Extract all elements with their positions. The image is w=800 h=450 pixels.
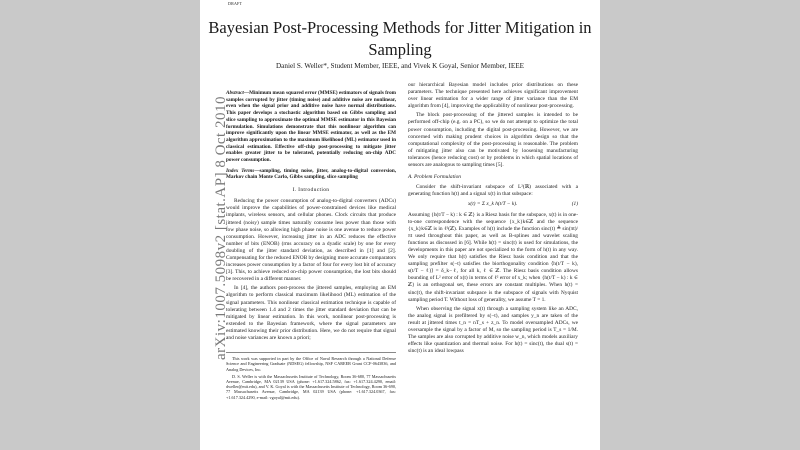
right-paragraph-3: Consider the shift-invariant subspace of L²(ℝ) associated with a generating function h(t) and a signal x(t) in that subspace: [408, 184, 578, 198]
footnote-affiliation: D. S. Weller is with the Massachusetts Institute of Technology, Room 36-680, 77 Massachusetts Avenue, Cambridge, MA 02139 USA (phone: +1.617.324.5862, fax: +1.617.324.4290, email: dweller@mit.edu), and V. K. Goyal is with the Massachusetts Institute of Technology, Room 36-690, 77 Massachusetts Avenue, Cambridge, MA 02139 USA (phone: +1.617.324.0367, fax: +1.617.324.4290, e-mail: vgoyal@mit.edu). [226, 373, 396, 400]
index-terms [226, 168, 396, 181]
footnote-funding: This work was supported in part by the Office of Naval Research through a National Defense Science and Engineering Graduate (NDSEG) fellowship, NSF CAREER Grant CCF-0643836, and Analog Devices, Inc. [226, 356, 396, 372]
subsection-heading: A. Problem Formulation [408, 174, 461, 181]
abstract-text: —Minimum mean squared error (MMSE) estimators of signals from samples corrupted by jitter (timing noise) and additive noise are nonlinear, even when the signal prior and additive noise have normal distributions. This paper develops a stochastic algorithm based on Gibbs sampling and slice sampling to approximate the optimal MMSE estimator in this Bayesian formulation. Simulations demonstrate that this nonlinear algorithm can improve significantly upon the linear MMSE estimator, as well as the EM algorithm approximation to the maximum likelihood (ML) estimator used in classical estimation. Effective off-chip post-processing to mitigate jitter enables greater jitter to be tolerated, potentially reducing on-chip ADC power consumption. [226, 90, 396, 164]
right-paragraph-5: When observing the signal x(t) through a sampling system like an ADC, the analog signal is prefiltered by s(−t), and samples y_n are taken of the result at jittered times t_n = nT_s + z_n. To model oversampled ADCs, we oversample the signal by a factor of M, so the sampling period is T_s = 1/M. The samples are also corrupted by additive noise w_n, which models auxiliary effects like quantization and thermal noise. For h(t) = sinc(t), the dual s(t) = sinc(t) is an ideal lowpass [408, 305, 578, 355]
paper-title: Bayesian Post-Processing Methods for Jitter Mitigation in Sampling [208, 18, 592, 59]
equation-1 [408, 201, 578, 208]
index-terms-text: —sampling, timing noise, jitter, analog-to-digital conversion, Markov chain Monte Carlo, Gibbs sampling, slice sampling [226, 167, 396, 181]
right-paragraph-2: The block post-processing of the jittered samples is intended to be performed off-chip (e.g. on a PC), so we do not attempt to optimize the total power consumption, including the digital post-processing. However, we are concerned with making prudent choices in algorithm design so that the computational complexity of the post-processing is reasonable. The problem of mitigating jitter also can be motivated by loosening manufacturing tolerances (hence reducing cost) or by problems in which spatial locations of sensors are analogous to sampling times [5]. [408, 112, 578, 169]
abstract-label: Abstract [226, 90, 244, 96]
equation-body: x(t) = Σ x_k h(t/T − k). [468, 201, 518, 208]
right-paragraph-1: our hierarchical Bayesian model includes prior distributions on these parameters. The technique presented here achieves significant improvement over linear estimation for a wider range of jitter variance than the EM algorithm from [4], improving the applicability of nonlinear post-processing. [408, 82, 578, 110]
right-paragraph-4: Assuming {h(t/T − k) : k ∈ ℤ} is a Riesz basis for the subspace, x(t) is in one-to-one correspondence with the sequence {x_k}k∈ℤ and the sequence {x_k}k∈ℤ is in ℓ²(ℤ). Examples of h(t) include the function sinc(t) ≜ sin(πt)/πt used throughout this paper, as well as B-splines and wavelet scaling functions as discussed in [6]. While h(t) = sinc(t) is used for simulations, the developments in this paper are not specialized to the form of h(t) in any way. We only require that h(t) satisfies the Riesz basis condition and that the sampling prefilter s(−t) satisfies the biorthogonality condition ⟨h(t/T − k), s(t/T − ℓ)⟩ = δ_k−ℓ, for all k, ℓ ∈ ℤ. The Riesz basis condition allows bounding of L² error of x(t) in terms of ℓ² error of x_k; when {h(t/T − k) : k ∈ ℤ} is an orthogonal set, these errors are constant multiples. When h(t) = sinc(t), the shift-invariant subspace is the subspace of signals with Nyquist sampling period T. Without loss of generality, we assume T = 1. [408, 211, 578, 303]
draft-label: DRAFT [228, 1, 243, 6]
equation-number: (1) [571, 201, 578, 208]
arxiv-stamp: arXiv:1007.5098v2 [stat.AP] 8 Oct 2010 [213, 96, 229, 360]
footnote [226, 352, 396, 400]
left-column [226, 90, 396, 402]
paper-page [200, 0, 600, 450]
index-terms-label: Index Terms [226, 167, 255, 174]
right-column [408, 82, 578, 357]
section-heading-introduction: I. Introduction [292, 187, 330, 194]
authors-line: Daniel S. Weller*, Student Member, IEEE, and Vivek K Goyal, Senior Member, IEEE [275, 62, 525, 70]
intro-paragraph-1: Reducing the power consumption of analog-to-digital converters (ADCs) would improve the capabilities of power-constrained devices like medical implants, wireless sensors, and cellular phones. Clock circuits that produce jittered (noisy) sample times naturally consume less power than those with low phase noise, so allowing high phase noise is one avenue to reduce power consumption. However, increasing jitter in an ADC reduces the effective number of bits (ENOB) (rms accuracy on a dyadic scale) by one for every doubling of the jitter standard deviation, as described in [1] and [2]. Compensating for the reduced ENOB by designing more accurate comparators increases power consumption by a factor of four for every lost bit of accuracy [3]. This, to achieve reduced on-chip power consumption, the lost bits should be recovered in a different manner. [226, 198, 396, 283]
intro-paragraph-2: In [4], the authors post-process the jittered samples, employing an EM algorithm to perform classical maximum likelihood (ML) estimation of the signal parameters. This nonlinear classical estimation technique is capable of tolerating between 1.4 and 2 times the jitter standard deviation that can be mitigated by linear estimation. In this work, nonlinear post-processing is extended to the Bayesian framework, where the signal parameters are estimated knowing their prior distribution. Here, we do not require that signal and noise variances are known a priori; [226, 285, 396, 342]
abstract [226, 90, 396, 164]
